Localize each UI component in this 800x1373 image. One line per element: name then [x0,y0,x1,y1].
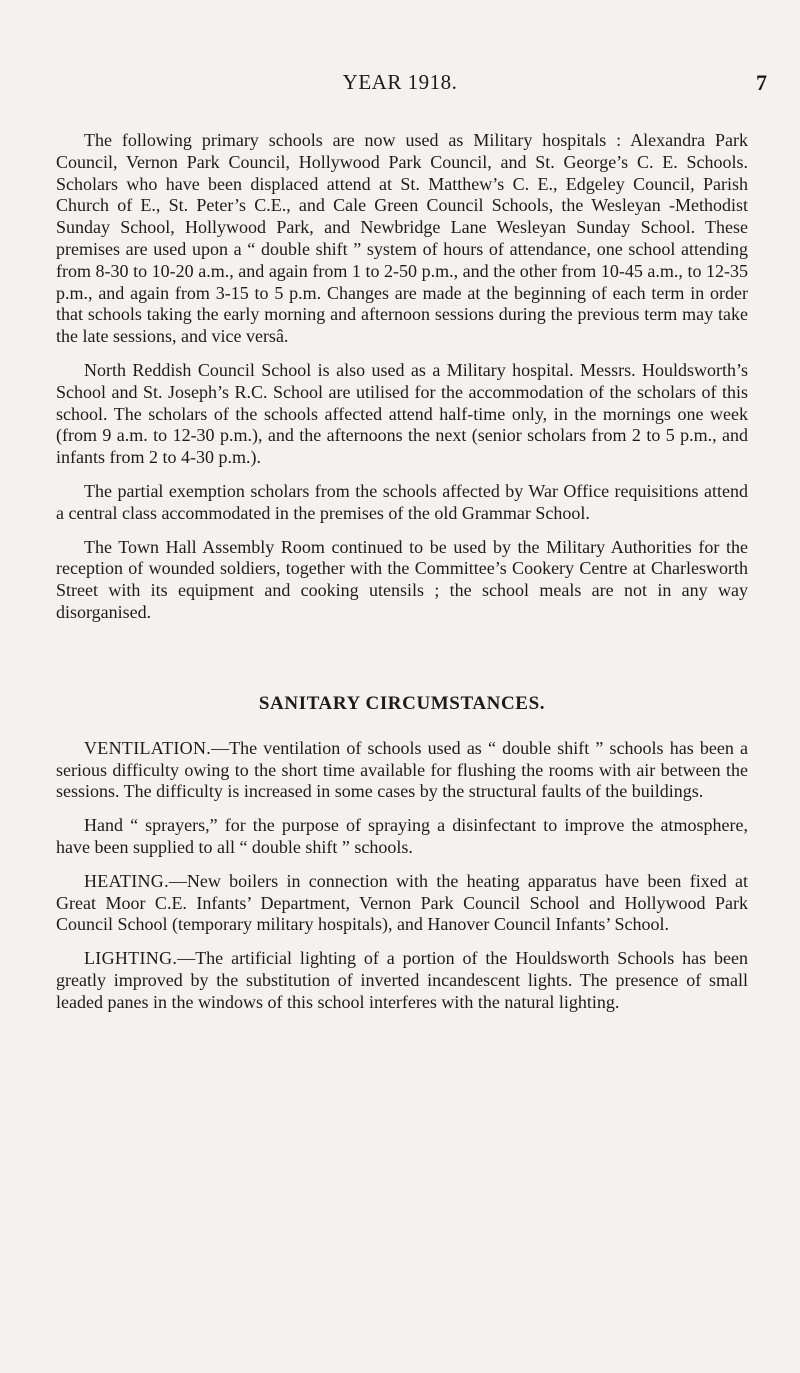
ventilation-text: —The ventilation of schools used as “ double shift ” schools has been a serious difficulty owing to the short time available for flushing the rooms with air between the sessions. The difficulty is increased in some cases by the structural faults of the buildings. [56,737,748,802]
ventilation-label: VENTILATION. [84,737,212,758]
paragraph-town-hall: The Town Hall Assembly Room continued to be used by the Military Authorities for the reception of wounded soldiers, together with the Committee’s Cookery Centre at Charlesworth Street with its equipment and cooking utensils ; the school meals are not in any way disorganised. [56,536,748,622]
lighting-label: LIGHTING. [84,948,178,969]
page-header [0,70,800,100]
heating-label: HEATING. [84,870,169,891]
paragraph-sprayers: Hand “ sprayers,” for the purpose of spraying a disinfectant to improve the atmosphere, have been supplied to all “ double shift ” schools. [56,815,748,857]
heating-text: —New boilers in connection with the heating apparatus have been fixed at Great Moor C.E. Infants’ Department, Vernon Park Council School and Hollywood Park Council School (temporary military hospitals), and Hanover Council Infants’ School. [56,870,748,935]
paragraph-partial-exemption: The partial exemption scholars from the schools affected by War Office requisitions attend a central class accommodated in the premises of the old Grammar School. [56,480,748,523]
paragraph-north-reddish: North Reddish Council School is also used as a Military hospital. Messrs. Houldsworth’s School and St. Joseph’s R.C. School are utilised for the accommodation of the scholars of this school. The scholars of the schools affected attend half-time only, in the mornings one week (from 9 a.m. to 12-30 p.m.), and the afternoons the next (senior scholars from 2 to 5 p.m., and infants from 2 to 4-30 p.m.). [56,359,748,468]
section-heading: SANITARY CIRCUMSTANCES. [258,692,546,714]
paragraph-ventilation [56,738,748,803]
running-title: YEAR 1918. [342,70,458,94]
paragraph-heating [56,871,748,936]
paragraph-lighting [56,948,748,1013]
lighting-text: —The artificial lighting of a portion of the Houldsworth Schools has been greatly improved by the substitution of inverted incandescent lights. The presence of small leaded panes in the windows of this school interferes with the natural lighting. [56,948,748,1012]
page-number: 7 [756,70,767,95]
page-body [56,130,748,1014]
paragraph-military-hospitals: The following primary schools are now used as Military hospitals : Alexandra Park Council, Vernon Park Council, Hollywood Park Council, and St. George’s C. E. Schools. Scholars who have been displaced attend at St. Matthew’s C. E., Edgeley Council, Parish Church of E., St. Peter’s C.E., and Cale Green Council Schools, the Wesleyan -Methodist Sunday School, Hollywood Park, and Newbridge Lane Wesleyan Sunday School. These premises are used upon a “ double shift ” system of hours of attendance, one school attending from 8-30 to 10-20 a.m., and again from 1 to 2-50 p.m., and the other from 10-45 a.m., to 12-35 p.m., and again from 3-15 to 5 p.m. Changes are made at the beginning of each term in order that schools taking the early morning and afternoon sessions during the previous term may take the late sessions, and vice versâ. [56,130,748,347]
